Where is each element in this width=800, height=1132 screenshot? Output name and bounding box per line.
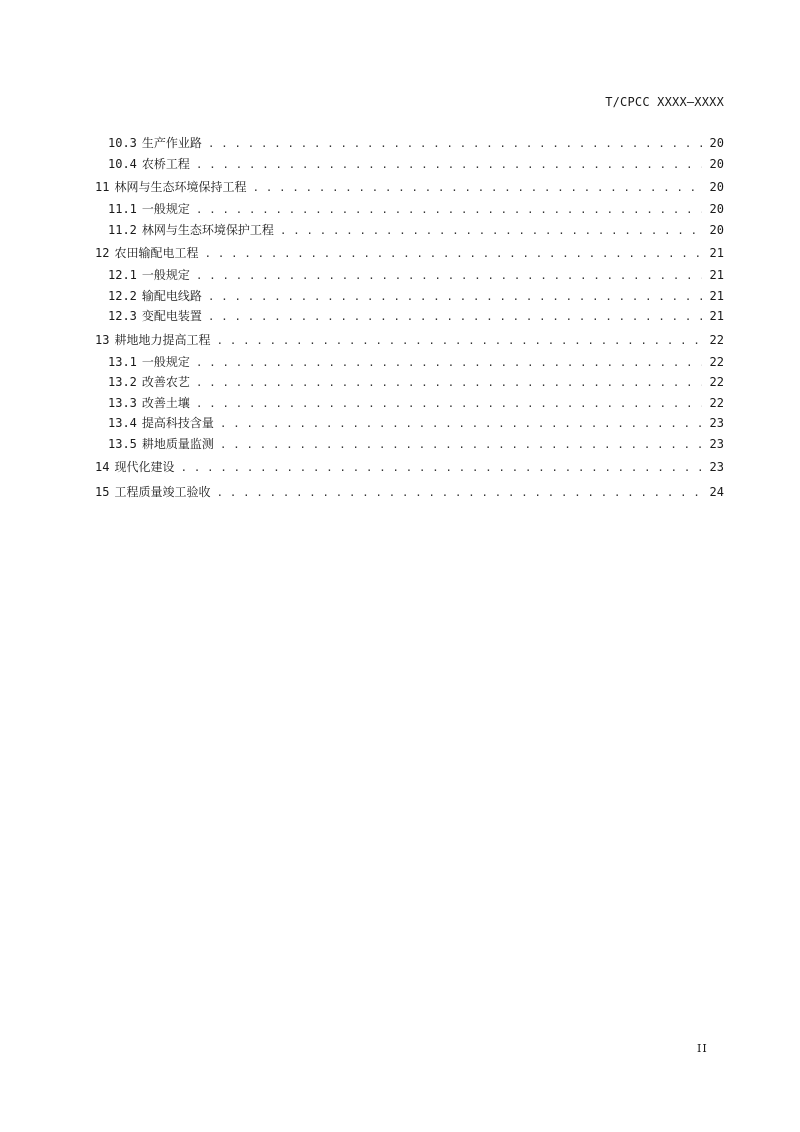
toc-dot-leader: [196, 353, 702, 374]
toc-entry-page: 20: [709, 136, 724, 150]
toc-entry[interactable]: [95, 286, 724, 307]
toc-entry-number: 12: [95, 246, 110, 260]
toc-entry-title: 耕地地力提高工程: [114, 332, 211, 347]
toc-entry-title: 耕地质量监测: [141, 436, 214, 451]
toc-dot-leader: [180, 456, 702, 479]
toc-entry-title: 提高科技含量: [141, 416, 214, 430]
toc-entry[interactable]: [95, 242, 724, 265]
toc-entry[interactable]: [95, 329, 724, 352]
toc-dot-leader: [204, 242, 702, 265]
table-of-contents: [95, 133, 724, 504]
toc-entry-title: 生产作业路: [141, 136, 202, 150]
toc-entry[interactable]: [95, 434, 724, 455]
toc-entry-number: 10.3: [108, 136, 137, 150]
toc-dot-leader: [196, 266, 702, 287]
toc-entry-title: 改善土壤: [141, 395, 190, 410]
toc-entry-page: 22: [709, 354, 724, 369]
toc-dot-leader: [220, 414, 702, 435]
toc-entry-title: 林网与生态环境保持工程: [114, 180, 247, 194]
toc-entry[interactable]: [95, 456, 724, 479]
toc-entry-number: 11.2: [108, 222, 137, 237]
toc-dot-leader: [280, 221, 702, 242]
toc-entry[interactable]: [95, 265, 724, 286]
toc-entry[interactable]: [95, 133, 724, 154]
toc-entry-number: 14: [95, 460, 110, 474]
toc-entry-page: 20: [709, 156, 724, 171]
toc-entry-title: 现代化建设: [114, 460, 175, 474]
toc-entry-number: 10.4: [108, 156, 137, 171]
toc-entry-title: 变配电装置: [141, 309, 202, 323]
toc-entry-number: 12.2: [108, 288, 137, 303]
toc-dot-leader: [252, 176, 702, 199]
toc-entry-page: 21: [709, 268, 724, 282]
toc-entry-page: 23: [709, 416, 724, 430]
toc-entry-number: 12.1: [108, 268, 137, 282]
toc-entry[interactable]: [95, 413, 724, 434]
toc-entry-title: 农田输配电工程: [114, 246, 199, 260]
toc-entry[interactable]: [95, 176, 724, 199]
toc-entry-title: 改善农艺: [141, 375, 190, 389]
toc-entry-number: 11: [95, 180, 110, 194]
toc-dot-leader: [216, 481, 702, 504]
toc-entry-page: 21: [709, 288, 724, 303]
toc-entry-page: 21: [709, 309, 724, 323]
toc-entry-page: 23: [709, 460, 724, 474]
toc-dot-leader: [196, 200, 702, 221]
toc-dot-leader: [208, 307, 702, 328]
toc-dot-leader: [216, 329, 702, 352]
toc-entry[interactable]: [95, 220, 724, 241]
toc-entry-number: 13.2: [108, 375, 137, 389]
toc-entry-page: 22: [709, 395, 724, 410]
toc-entry-title: 一般规定: [141, 202, 190, 216]
toc-dot-leader: [220, 435, 702, 456]
toc-entry-number: 15: [95, 485, 110, 499]
document-standard-code: T/CPCC XXXX—XXXX: [605, 95, 724, 109]
page-number: II: [697, 1042, 708, 1055]
toc-entry-title: 输配电线路: [141, 288, 202, 303]
toc-entry-page: 20: [709, 180, 724, 194]
toc-entry-number: 12.3: [108, 309, 137, 323]
toc-entry[interactable]: [95, 154, 724, 175]
toc-entry-number: 13.3: [108, 395, 137, 410]
toc-dot-leader: [208, 134, 702, 155]
toc-dot-leader: [196, 155, 702, 176]
toc-entry-title: 林网与生态环境保护工程: [141, 222, 274, 237]
toc-entry-number: 11.1: [108, 202, 137, 216]
toc-dot-leader: [196, 394, 702, 415]
toc-dot-leader: [208, 287, 702, 308]
toc-entry[interactable]: [95, 306, 724, 327]
toc-entry-title: 工程质量竣工验收: [114, 485, 211, 499]
toc-entry[interactable]: [95, 481, 724, 504]
toc-dot-leader: [196, 373, 702, 394]
toc-entry-page: 24: [709, 485, 724, 499]
toc-entry-number: 13.5: [108, 436, 137, 451]
toc-entry-page: 20: [709, 222, 724, 237]
toc-entry[interactable]: [95, 372, 724, 393]
toc-entry-title: 一般规定: [141, 268, 190, 282]
toc-entry-page: 22: [709, 332, 724, 347]
toc-entry-title: 农桥工程: [141, 156, 190, 171]
toc-entry[interactable]: [95, 199, 724, 220]
toc-entry-page: 20: [709, 202, 724, 216]
toc-entry-title: 一般规定: [141, 354, 190, 369]
toc-entry-number: 13.1: [108, 354, 137, 369]
toc-entry-page: 23: [709, 436, 724, 451]
toc-entry-number: 13.4: [108, 416, 137, 430]
toc-entry[interactable]: [95, 352, 724, 373]
toc-entry-page: 22: [709, 375, 724, 389]
toc-entry-page: 21: [709, 246, 724, 260]
toc-entry-number: 13: [95, 332, 110, 347]
toc-entry[interactable]: [95, 393, 724, 414]
